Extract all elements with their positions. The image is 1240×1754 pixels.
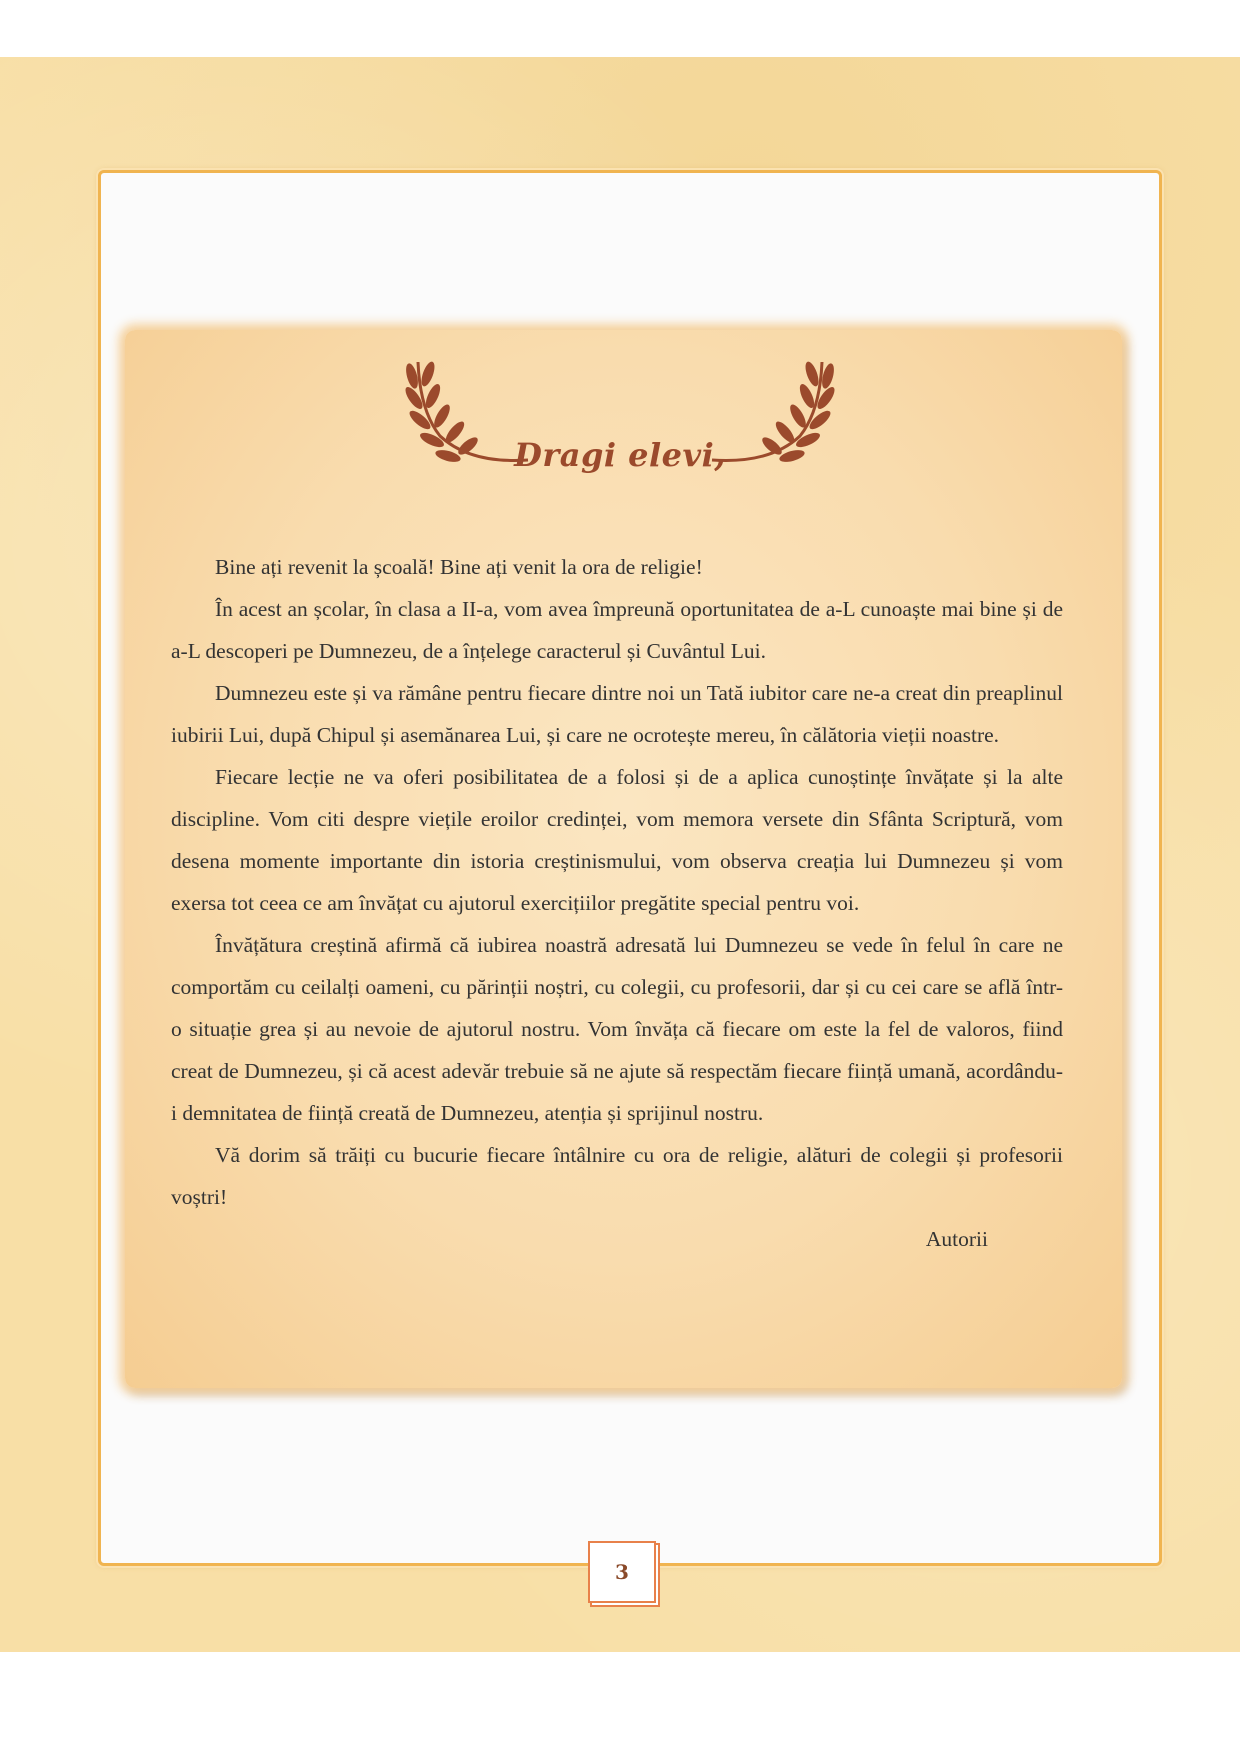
- page-number: 3: [588, 1541, 656, 1603]
- paragraph-lessons: Fiecare lecție ne va oferi posibilitatea de a folosi și de a aplica cunoștințe învățate și la alte discipline. Vom citi despre viețile eroilor credinței, vom memora versete din Sfânta Scriptură, vom desena momente importante din istoria creștinismului, vom observa creația lui Dumnezeu și vom exersa tot ceea ce am învățat cu ajutorul exercițiilor pregătite special pentru voi.: [171, 765, 1063, 915]
- paragraph-father: Dumnezeu este și va rămâne pentru fiecare dintre noi un Tată iubitor care ne-a creat din preaplinul iubirii Lui, după Chipul și asemănarea Lui, și care ne ocrotește mereu, în călătoria vieții noastre.: [171, 681, 1063, 747]
- paragraph-intro: În acest an școlar, în clasa a II-a, vom avea împreună oportunitatea de a-L cunoaște mai bine și de a-L descoperi pe Dumnezeu, de a înțelege caracterul și Cuvântul Lui.: [171, 597, 1063, 663]
- letter-body: [171, 546, 1063, 1260]
- heading-ornament: [400, 356, 840, 496]
- paragraph-greeting: Bine ați revenit la școală! Bine ați venit la ora de religie!: [215, 555, 703, 579]
- paragraph-closing: Vă dorim să trăiți cu bucurie fiecare întâlnire cu ora de religie, alături de colegii și profesorii voștri!: [171, 1143, 1063, 1209]
- paragraph-teaching: Învățătura creștină afirmă că iubirea noastră adresată lui Dumnezeu se vede în felul în care ne comportăm cu ceilalți oameni, cu părinții noștri, cu colegii, cu profesorii, dar și cu cei care se află într-o situație grea și au nevoie de ajutorul nostru. Vom învăța că fiecare om este la fel de valoros, fiind creat de Dumnezeu, și că acest adevăr trebuie să ne ajute să respectăm fiecare ființă umană, acordându-i demnitatea de ființă creată de Dumnezeu, atenția și sprijinul nostru.: [171, 933, 1063, 1125]
- signature: Autorii: [925, 1227, 988, 1251]
- page-heading: Dragi elevi,: [514, 436, 726, 474]
